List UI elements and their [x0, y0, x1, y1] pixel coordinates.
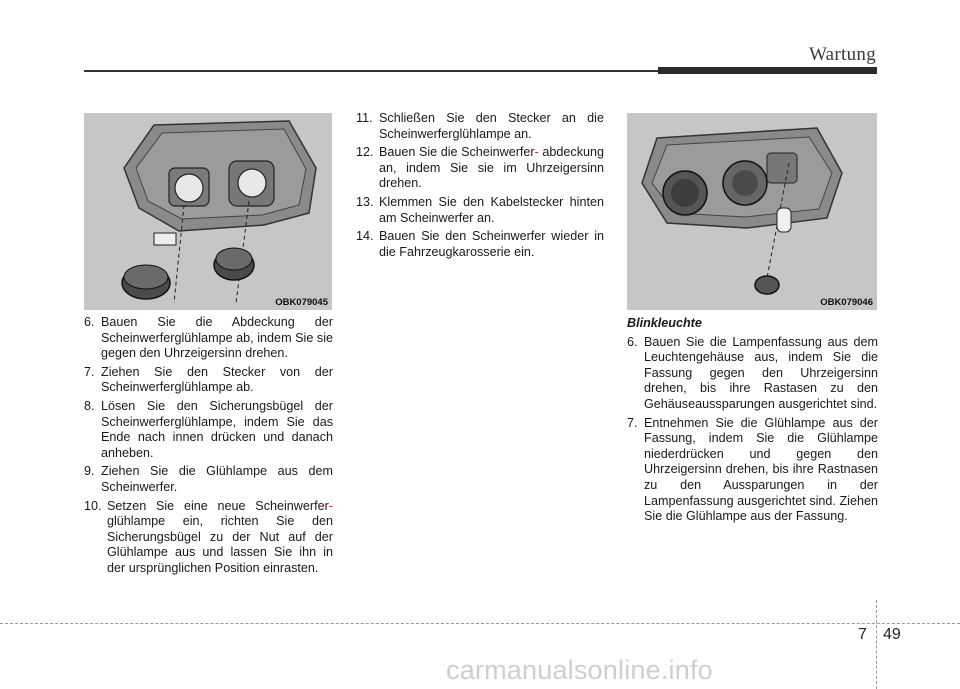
- item-text: Bauen Sie die Scheinwerfer- abdeckung an, indem Sie sie im Uhrzeigersinn drehen.: [379, 145, 604, 191]
- hyphen-mark: -: [328, 498, 333, 513]
- chapter-number: 7: [858, 626, 867, 643]
- item-number: 14.: [356, 229, 374, 244]
- item-text: Bauen Sie die Abdeckung der Scheinwerferglühlampe ab, indem Sie sie gegen den Uhrzeigersinn drehen.: [101, 315, 333, 361]
- list-item: [84, 399, 333, 461]
- instructions-column-3: [627, 316, 878, 528]
- item-number: 6.: [84, 315, 95, 329]
- item-text: Ziehen Sie die Glühlampe aus dem Scheinwerfer.: [101, 464, 333, 494]
- item-number: 7.: [627, 415, 638, 430]
- headlamp-figure: [84, 113, 332, 310]
- headlamp-illustration: [84, 113, 332, 310]
- list-item: [356, 111, 604, 142]
- watermark: carmanualsonline.info: [446, 655, 713, 685]
- item-number: 8.: [84, 398, 95, 413]
- item-text: Schließen Sie den Stecker an die Scheinwerferglühlampe an.: [379, 111, 604, 141]
- item-number: 13.: [356, 194, 374, 209]
- list-item: [84, 365, 333, 396]
- footer-rule: [0, 623, 960, 624]
- item-number: 6.: [627, 334, 638, 349]
- list-item: [356, 195, 604, 226]
- list-item: [84, 464, 333, 495]
- header-rule: [84, 70, 658, 72]
- page-number: 49: [883, 626, 901, 643]
- instructions-column-2: [356, 111, 604, 263]
- section-title: Wartung: [808, 44, 876, 65]
- list-item: [84, 315, 333, 362]
- item-text: Entnehmen Sie die Glühlampe aus der Fassung, indem Sie die Glühlampe niederdrücken und gegen den Uhrzeigersinn drehen, bis ihre Rastnasen zu den Aussparungen in der Lampenfassung ausgerichtet sind. Ziehen Sie die Glühlampe aus der Fassung.: [644, 415, 878, 524]
- list-item: [356, 145, 604, 192]
- hyphen-mark: -: [534, 145, 539, 160]
- header-rule-thick: [658, 67, 877, 74]
- item-text: Klemmen Sie den Kabelstecker hinten am Scheinwerfer an.: [379, 194, 604, 225]
- item-number: 12.: [356, 145, 374, 160]
- list-item: [627, 335, 878, 413]
- item-text: Bauen Sie die Lampenfassung aus dem Leuchtengehäuse aus, indem Sie die Fassung gegen den Uhrzeigersinn drehen, bis ihre Rastasen zu den Gehäuseaussparungen ausgerichtet sind.: [644, 334, 878, 411]
- figure-code: OBK079045: [275, 297, 328, 308]
- item-text: Lösen Sie den Sicherungsbügel der Scheinwerferglühlampe, indem Sie das Ende nach innen drücken und danach anheben.: [101, 398, 333, 460]
- list-item: [356, 229, 604, 260]
- figure-code: OBK079046: [820, 297, 873, 308]
- instructions-column-1: [84, 315, 333, 580]
- item-number: 9.: [84, 464, 95, 479]
- item-text: Bauen Sie den Scheinwerfer wieder in die Fahrzeugkarosserie ein.: [379, 229, 604, 259]
- list-item: [84, 499, 333, 577]
- subheading: Blinkleuchte: [627, 316, 702, 330]
- item-number: 7.: [84, 364, 95, 379]
- footer-divider: [876, 600, 877, 689]
- list-item: [627, 416, 878, 525]
- item-text: Setzen Sie eine neue Scheinwerfer- glühlampe ein, richten Sie den Sicherungsbügel zu der Nut auf der Glühlampe aus und lassen Sie ihn in der ursprünglichen Position einrasten.: [107, 498, 333, 575]
- turn-signal-figure: [627, 113, 877, 310]
- turn-signal-illustration: [627, 113, 877, 310]
- item-number: 11.: [356, 111, 373, 125]
- item-number: 10.: [84, 498, 102, 513]
- item-text: Ziehen Sie den Stecker von der Scheinwerferglühlampe ab.: [101, 364, 333, 395]
